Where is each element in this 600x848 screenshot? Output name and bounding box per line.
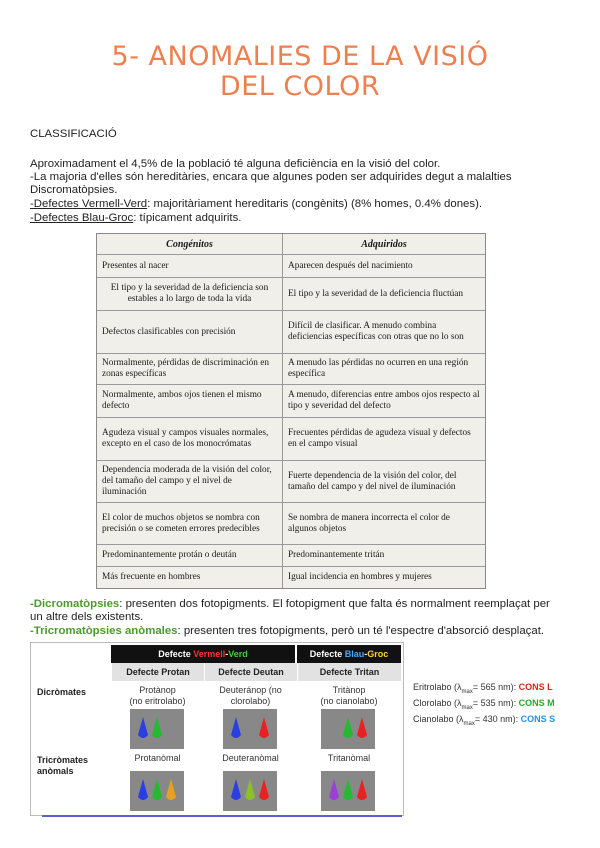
bar1-green: Verd: [228, 649, 248, 659]
legend-sub: max: [463, 720, 475, 727]
dichromacy-label: -Dicromatòpsies: [30, 598, 120, 610]
header-acquired: Adquiridos: [361, 238, 407, 250]
table-row: [97, 417, 485, 460]
trichromacy-text: : presenten tres fotopigments, però un té l'espectre d'absorció desplaçat.: [177, 625, 545, 637]
cell-congenital: Predominantemente protán o deután: [97, 545, 283, 566]
bar1-sep: -: [225, 649, 229, 659]
section-heading: CLASSIFICACIÓ: [30, 128, 117, 140]
bar2-blue: Blau: [344, 649, 365, 659]
cone-image-deuteranomalous: [223, 771, 277, 811]
intro-line-2b: Discromatòpsies.: [30, 184, 118, 196]
l-cone-icon: [355, 777, 369, 805]
cone-image-protanope: [130, 709, 184, 749]
cell-acquired: A menudo las pérdidas no ocurren en una región específica: [288, 358, 469, 379]
legend-item-l: [413, 682, 553, 698]
legend-close: ):: [512, 714, 521, 724]
legend-sub: max: [461, 704, 473, 711]
l-cone-icon: [257, 715, 271, 743]
cell-congenital: Agudeza visual y campos visuales normales, excepto en el caso de los monocrómatas: [97, 418, 283, 460]
page-title-line2: DEL COLOR: [219, 71, 381, 102]
legend-tag: CONS M: [518, 698, 555, 708]
cell-acquired: Igual incidencia en hombres y mujeres: [288, 572, 432, 582]
deuteranope-caption: [204, 685, 297, 707]
bar2-yellow: Groc: [367, 649, 389, 659]
table-row: [97, 384, 485, 417]
blue-yellow-text: : típicament adquirits.: [133, 212, 242, 224]
red-green-text: : majoritàriament hereditaris (congènits) (8% homes, 0.4% dones).: [147, 198, 483, 210]
cell-congenital: Presentes al nacer: [97, 255, 283, 277]
s-cone-icon: [136, 715, 150, 743]
cell-acquired: Se nombra de manera incorrecta el color de algunos objetos: [288, 512, 450, 534]
l-cone-icon: [355, 715, 369, 743]
dichromacy-line: [30, 598, 550, 612]
protanope-caption: [111, 685, 204, 707]
cell-congenital: Más frecuente en hombres: [97, 567, 283, 588]
legend-lambda: (λ: [451, 682, 462, 692]
comparison-table: [96, 233, 486, 589]
legend-eq: =: [472, 698, 481, 708]
deutan-header: Defecte Deutan: [204, 663, 297, 681]
protan-header: Defecte Protan: [111, 663, 204, 681]
cell-acquired: Predominantemente tritán: [288, 550, 385, 560]
legend-item-s: [413, 714, 555, 730]
s-cone-icon: [136, 777, 150, 805]
cell-congenital: Defectos clasificables con precisión: [97, 311, 283, 353]
bar2-prefix: Defecte: [309, 649, 343, 659]
deuteranomalous-caption: Deuteranòmal: [222, 753, 279, 763]
s-cone-icon: [229, 715, 243, 743]
tritan-header: Defecte Tritan: [297, 663, 401, 681]
legend-value: 535 nm: [480, 698, 511, 708]
table-row: [97, 277, 485, 310]
divider-line: [42, 815, 402, 817]
legend-tag: CONS L: [518, 682, 553, 692]
table-row: [97, 254, 485, 277]
l-cone-icon: [164, 777, 178, 805]
caption-line: Deuteránop (no: [219, 685, 282, 695]
legend-name: Cianolabo: [413, 714, 454, 724]
blue-yellow-bar: [297, 645, 401, 663]
table-row: [97, 566, 485, 588]
caption-line: clorolabo): [230, 696, 271, 706]
table-header-row: [97, 234, 485, 254]
cell-acquired: Frecuentes pérdidas de agudeza visual y defectos en el campo visual: [288, 428, 471, 449]
cell-acquired: A menudo, diferencias entre ambos ojos respecto al tipo y severidad del defecto: [288, 390, 480, 411]
cell-acquired: Difícil de clasificar. A menudo combina deficiencias específicas con otras que no lo son: [288, 321, 464, 342]
dichromat-label: Dicròmates: [37, 687, 87, 697]
dichromacy-text: : presenten dos fotopigments. El fotopigment que falta és normalment reemplaçat per: [119, 598, 550, 610]
m-cone-icon: [243, 777, 257, 805]
intro-paragraph: Aproximadament el 4,5% de la població té alguna deficiència en la visió del color.: [30, 158, 441, 170]
table-row: [97, 310, 485, 353]
anomalous-label-1: Tricròmates: [37, 755, 89, 765]
legend-name: Eritrolabo: [413, 682, 452, 692]
defect-figure: [30, 642, 404, 816]
legend-item-m: [413, 698, 555, 714]
m-cone-icon: [341, 777, 355, 805]
tritanomalous-caption: Tritanòmal: [327, 753, 371, 763]
cone-image-tritanomalous: [321, 771, 375, 811]
cell-congenital: El tipo y la severidad de la deficiencia son estables a lo largo de toda la vida: [97, 278, 283, 310]
cone-image-tritanope: [321, 709, 375, 749]
table-row: [97, 460, 485, 502]
bar1-red: Vermell: [193, 649, 226, 659]
legend-eq: =: [474, 714, 483, 724]
page-title: 5- ANOMALIES DE LA VISIÓ: [111, 41, 489, 72]
caption-line: Tritànop: [332, 685, 366, 695]
m-cone-icon: [150, 777, 164, 805]
m-cone-icon: [150, 715, 164, 743]
m-cone-icon: [341, 715, 355, 743]
table-row: [97, 502, 485, 544]
tritanope-caption: [297, 685, 401, 707]
red-green-line: [30, 198, 482, 212]
anomalous-label-2: anòmals: [37, 766, 74, 776]
cell-congenital: Normalmente, pérdidas de discriminación en zonas específicas: [97, 354, 283, 384]
cell-acquired: Aparecen después del nacimiento: [288, 260, 413, 271]
red-green-label: -Defectes Vermell-Verd: [30, 198, 148, 210]
blue-yellow-line: [30, 212, 241, 226]
legend-close: ):: [510, 698, 519, 708]
caption-line: (no eritrolabo): [129, 696, 186, 706]
s-cone-icon: [229, 777, 243, 805]
legend-close: ):: [510, 682, 519, 692]
legend-sub: max: [461, 688, 473, 695]
cell-acquired: El tipo y la severidad de la deficiencia fluctúan: [288, 288, 464, 299]
intro-line-2a: -La majoria d'elles són hereditàries, encara que algunes poden ser adquirides degut a malalties: [30, 171, 512, 183]
l-cone-icon: [257, 777, 271, 805]
table-row: [97, 544, 485, 566]
cell-congenital: Normalmente, ambos ojos tienen el mismo defecto: [97, 385, 283, 417]
cell-congenital: El color de muchos objetos se nombra con precisión o se cometen errores predecibles: [97, 503, 283, 544]
legend-lambda: (λ: [451, 698, 462, 708]
protanomalous-caption: Protanòmal: [134, 753, 181, 763]
bar2-sep: -: [364, 649, 368, 659]
cell-congenital: Dependencia moderada de la visión del color, del tamaño del campo y el nivel de iluminación: [97, 461, 283, 502]
s-cone-icon: [327, 777, 341, 805]
legend-lambda: (λ: [453, 714, 464, 724]
trichromacy-label: -Tricromatòpsies anòmales: [30, 625, 178, 637]
dichromacy-line-2: un altre dels existents.: [30, 611, 144, 623]
trichromacy-line: [30, 625, 544, 639]
caption-line: (no cianolabo): [320, 696, 378, 706]
cone-image-deuteranope: [223, 709, 277, 749]
header-congenital: Congénitos: [97, 234, 283, 254]
legend-eq: =: [472, 682, 481, 692]
legend-tag: CONS S: [520, 714, 556, 724]
table-row: [97, 353, 485, 384]
cell-acquired: Fuerte dependencia de la visión del color, del tamaño del campo y del nivel de iluminación: [288, 470, 457, 492]
legend-name: Clorolabo: [413, 698, 452, 708]
bar1-prefix: Defecte: [158, 649, 191, 659]
legend-value: 565 nm: [480, 682, 511, 692]
red-green-bar: [111, 645, 295, 663]
legend-value: 430 nm: [482, 714, 513, 724]
blue-yellow-label: -Defectes Blau-Groc: [30, 212, 134, 224]
caption-line: Protànop: [139, 685, 176, 695]
cone-image-protanomalous: [130, 771, 184, 811]
